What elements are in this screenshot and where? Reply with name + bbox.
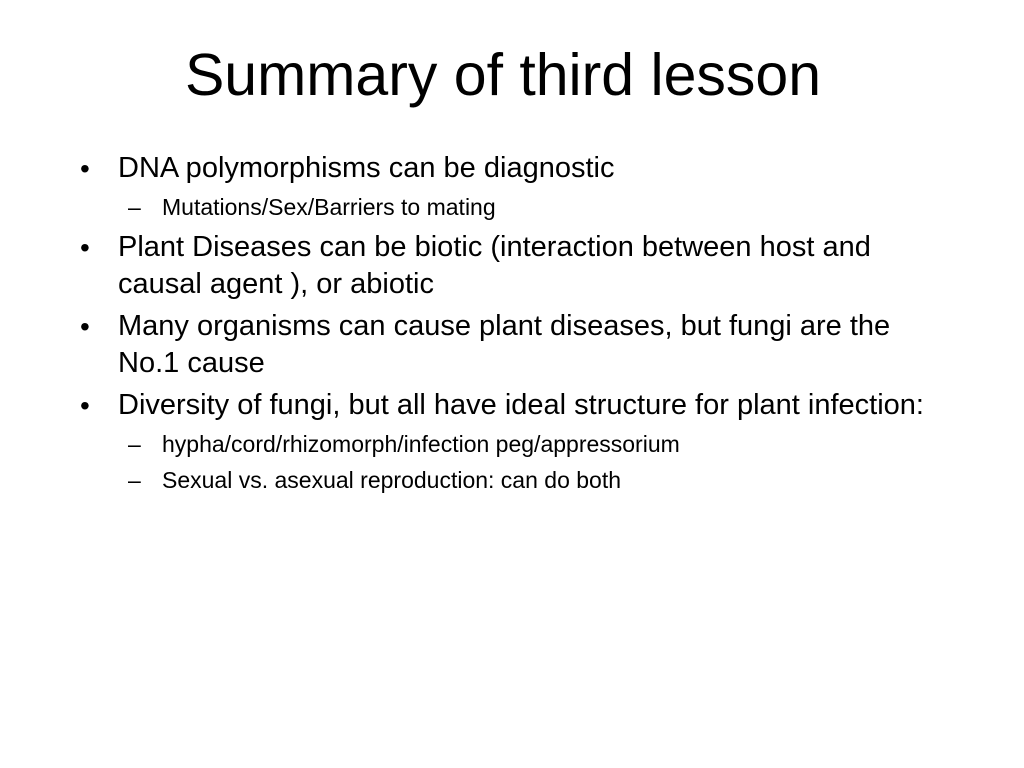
sub-bullet-text: hypha/cord/rhizomorph/infection peg/appressorium <box>162 431 680 457</box>
bullet-text: Plant Diseases can be biotic (interaction between host and causal agent ), or abiotic <box>118 231 871 300</box>
bullet-marker: • <box>80 390 90 421</box>
sub-bullet-text: Sexual vs. asexual reproduction: can do both <box>162 467 622 493</box>
bullet-marker: • <box>80 232 90 263</box>
slide-title: Summary of third lesson <box>184 42 822 108</box>
bullet-item <box>78 150 958 224</box>
bullet-item <box>78 229 958 303</box>
sub-bullet-item <box>128 190 958 224</box>
bullet-text: Diversity of fungi, but all have ideal structure for plant infection: <box>118 389 924 421</box>
sub-bullet-list <box>78 427 958 497</box>
bullet-list <box>78 150 958 502</box>
sub-bullet-marker: – <box>128 194 141 220</box>
sub-bullet-list <box>78 190 958 224</box>
bullet-text: DNA polymorphisms can be diagnostic <box>118 152 615 184</box>
bullet-text: Many organisms can cause plant diseases, but fungi are the No.1 cause <box>118 310 891 379</box>
sub-bullet-text: Mutations/Sex/Barriers to mating <box>162 194 496 220</box>
sub-bullet-item <box>128 463 958 497</box>
bullet-item <box>78 308 958 382</box>
bullet-row <box>78 308 958 382</box>
bullet-row <box>78 150 958 187</box>
bullet-marker: • <box>80 153 90 184</box>
sub-bullet-item <box>128 427 958 461</box>
bullet-marker: • <box>80 311 90 342</box>
sub-bullet-marker: – <box>128 431 141 457</box>
bullet-item <box>78 387 958 497</box>
bullet-row <box>78 229 958 303</box>
sub-bullet-marker: – <box>128 467 141 493</box>
bullet-row <box>78 387 958 424</box>
